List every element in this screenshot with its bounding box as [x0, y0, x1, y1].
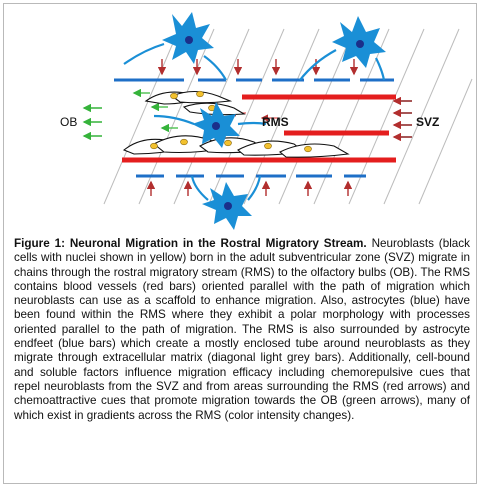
caption-title: Figure 1: Neuronal Migration in the Rostral Migratory Stream.	[14, 237, 367, 250]
label-rms: RMS	[262, 115, 289, 129]
repulsive-arrows-svz	[394, 101, 412, 137]
caption-body: Neuroblasts (black cells with nuclei shown in yellow) born in the adult subventricular zone (SVZ) migrate in chains through the rostral migratory stream (RMS) to the olfactory bulbs (OB). The RMS contains blood vessels (red bars) oriented parallel with the path of migration which neuroblasts can use as a scaffold to enhance migration. Also, astrocytes (blue) have been found within the RMS where they exhibit a polar morphology with processes oriented parallel to the path of migration. The RMS is also surrounded by astrocyte endfeet (blue bars) which create a mostly enclosed tube around neuroblasts as they migrate through extracellular matrix (diagonal light grey bars). Additionally, cell-bound and soluble factors influence migration efficacy including chemorepulsive cues that repel neuroblasts from the SVZ and from areas surrounding the RMS (red arrows) and chemoattractive cues that promote migration towards the OB (green arrows), many of which exist in gradients across the RMS (color intensity changes).	[14, 237, 470, 422]
astrocyte-top-right	[300, 16, 386, 80]
label-ob: OB	[60, 115, 78, 129]
figure-caption	[14, 237, 470, 423]
astrocyte-top-left	[124, 12, 226, 80]
repulsive-arrows-top	[162, 59, 354, 74]
label-svz: SVZ	[416, 115, 440, 129]
rms-migration-diagram	[4, 4, 476, 236]
astrocyte-bottom	[192, 176, 260, 230]
neuroblast-chain	[124, 92, 348, 158]
